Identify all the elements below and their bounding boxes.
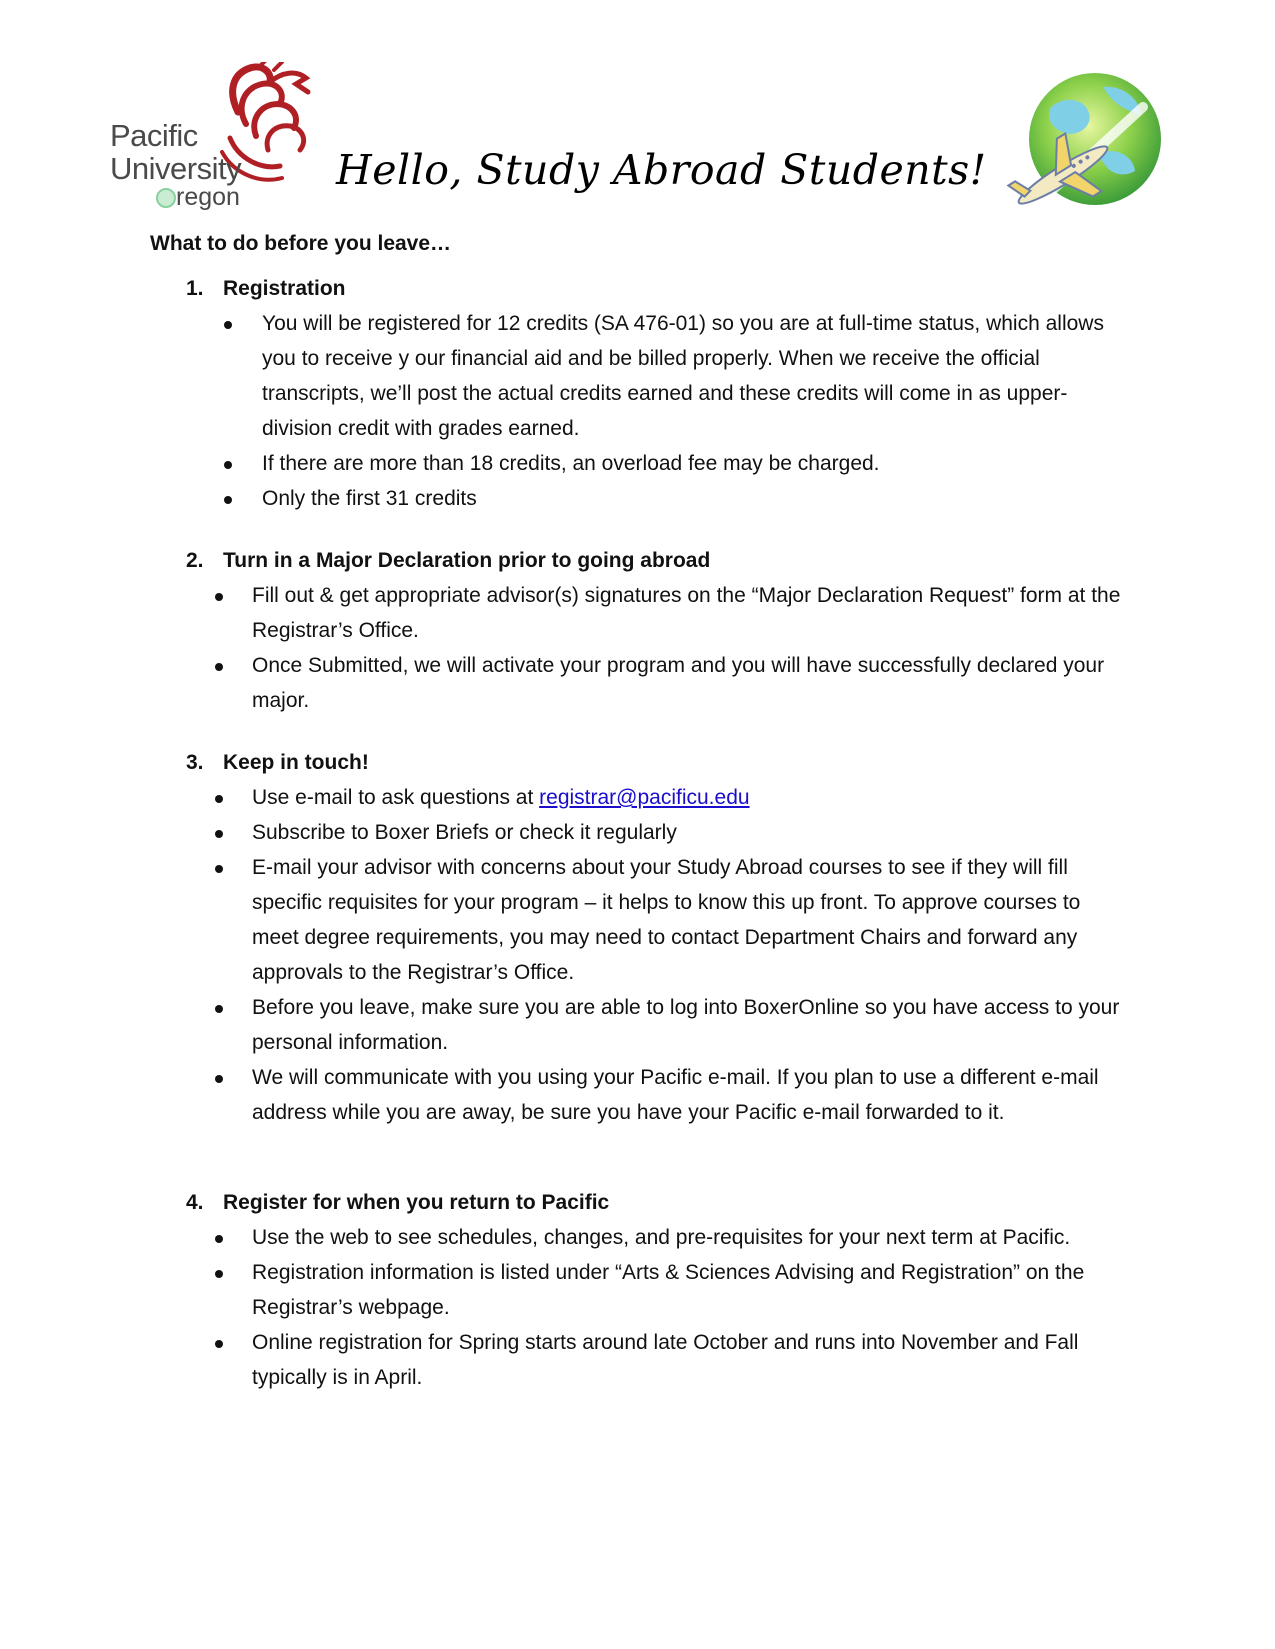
section-title: Keep in touch! — [223, 751, 369, 774]
bullet-icon — [215, 1340, 223, 1348]
section-number: 2. — [186, 549, 204, 572]
list-item: If there are more than 18 credits, an overload fee may be charged. — [186, 446, 1126, 481]
section-title: Registration — [223, 277, 346, 300]
bullet-icon — [215, 865, 223, 873]
bullet-list — [186, 306, 1126, 516]
section-registration — [186, 271, 1126, 516]
section-heading — [186, 271, 1126, 306]
bullet-list — [186, 578, 1126, 718]
list-item: Online registration for Spring starts around late October and runs into November and Fall typically is in April. — [186, 1325, 1126, 1395]
section-title: Register for when you return to Pacific — [223, 1191, 610, 1214]
email-prefix-text: Use e-mail to ask questions at — [252, 786, 540, 809]
section-heading — [186, 543, 1126, 578]
logo-text-university: University — [110, 151, 242, 186]
section-title: Turn in a Major Declaration prior to going abroad — [223, 549, 711, 572]
logo-text-oregon: regon — [176, 183, 240, 211]
bullet-icon — [215, 830, 223, 838]
bullet-icon — [224, 321, 232, 329]
section-keep-in-touch — [186, 745, 1126, 1130]
bullet-icon — [224, 496, 232, 504]
list-item: Only the first 31 credits — [186, 481, 1126, 516]
bullet-icon — [215, 663, 223, 671]
bullet-icon — [224, 461, 232, 469]
bullet-icon — [215, 1075, 223, 1083]
list-item: Fill out & get appropriate advisor(s) signatures on the “Major Declaration Request” form at the Registrar’s Office. — [186, 578, 1126, 648]
list-item: Registration information is listed under “Arts & Sciences Advising and Registration” on the Registrar’s webpage. — [186, 1255, 1126, 1325]
bullet-icon — [215, 1270, 223, 1278]
bullet-list — [186, 780, 1126, 1130]
section-register-return — [186, 1185, 1126, 1395]
bullet-list — [186, 1220, 1126, 1395]
bullet-icon — [215, 1235, 223, 1243]
pacific-university-logo — [110, 62, 325, 212]
list-item: We will communicate with you using your Pacific e-mail. If you plan to use a different e-mail address while you are away, be sure you have your Pacific e-mail forwarded to it. — [186, 1060, 1126, 1130]
logo-text-pacific: Pacific — [110, 118, 198, 153]
section-heading — [186, 1185, 1126, 1220]
section-number: 4. — [186, 1191, 204, 1214]
list-item: You will be registered for 12 credits (SA 476-01) so you are at full-time status, which allows you to receive y our financial aid and be billed properly. When we receive the official transcripts, we’ll post the actual credits earned and these credits will come in as upper-division credit with grades earned. — [186, 306, 1126, 446]
bullet-icon — [215, 1005, 223, 1013]
section-number: 1. — [186, 277, 204, 300]
bullet-icon — [215, 593, 223, 601]
intro-heading: What to do before you leave… — [150, 232, 452, 255]
section-major-declaration — [186, 543, 1126, 718]
list-item: Use the web to see schedules, changes, and pre-requisites for your next term at Pacific. — [186, 1220, 1126, 1255]
list-item: Once Submitted, we will activate your program and you will have successfully declared your major. — [186, 648, 1126, 718]
page-title: Hello, Study Abroad Students! — [336, 146, 987, 194]
list-item: Subscribe to Boxer Briefs or check it regularly — [186, 815, 1126, 850]
section-heading — [186, 745, 1126, 780]
bullet-icon — [215, 795, 223, 803]
list-item: Before you leave, make sure you are able to log into BoxerOnline so you have access to your personal information. — [186, 990, 1126, 1060]
globe-airplane-icon — [1003, 67, 1163, 222]
registrar-email-link[interactable]: registrar@pacificu.edu — [539, 786, 750, 809]
list-item: E-mail your advisor with concerns about your Study Abroad courses to see if they will fill specific requisites for your program – it helps to know this up front. To approve courses to meet degree requirements, you may need to contact Department Chairs and forward any approvals to the Registrar’s Office. — [186, 850, 1126, 990]
list-item — [186, 780, 1126, 815]
section-number: 3. — [186, 751, 204, 774]
